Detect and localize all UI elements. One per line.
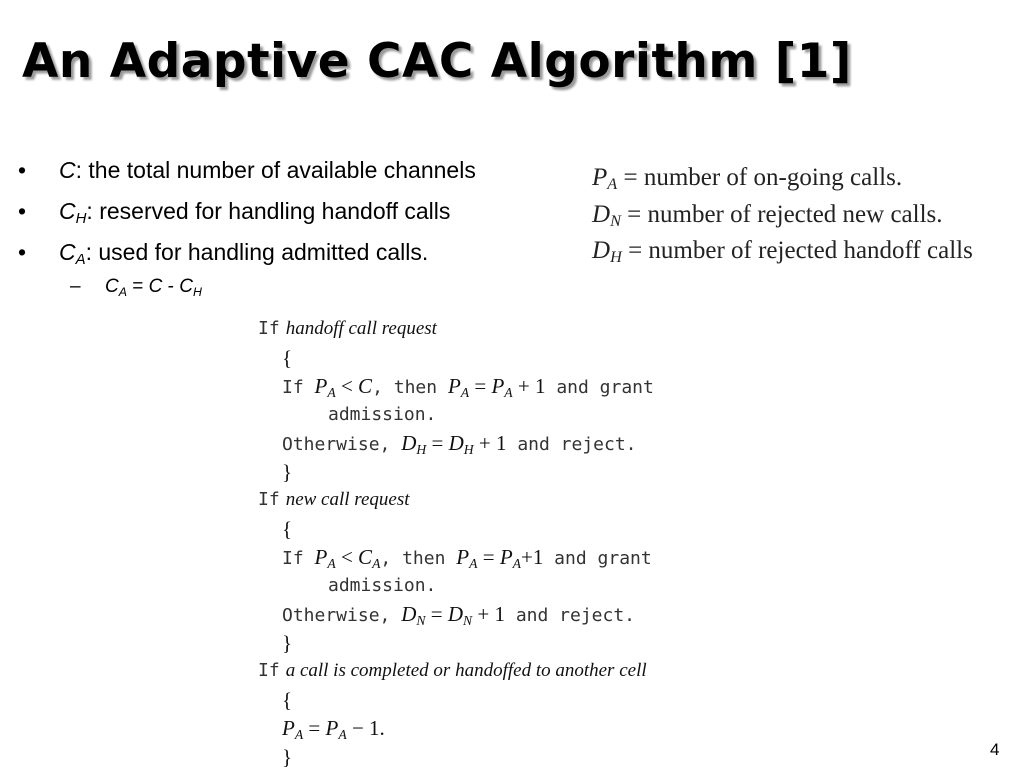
math-expression: $P_A = P_A - 1$.: [282, 716, 385, 742]
bullet-admitted-calls: [18, 232, 476, 273]
operator: -: [162, 276, 180, 297]
symbol: C: [59, 157, 76, 183]
keyword-and-reject: and reject.: [517, 434, 637, 455]
symbol: C: [59, 239, 76, 265]
symbol-subscript: A: [75, 251, 86, 268]
open-brace: {: [282, 687, 293, 712]
condition-text: new call request: [285, 489, 410, 510]
keyword-and-grant: and grant: [556, 377, 654, 398]
definition-pa: [592, 160, 973, 197]
bullet-reserved-handoff: [18, 191, 476, 232]
bullet-text: : reserved for handling handoff calls: [86, 198, 451, 224]
definition-text: = number of on-going calls.: [623, 164, 903, 191]
algo-line-otherwise: [258, 429, 654, 458]
keyword-if: If: [258, 489, 280, 510]
keyword-otherwise: Otherwise,: [282, 605, 391, 626]
algo-line-release: [258, 714, 654, 743]
algo-line-if-handoff: [258, 315, 654, 344]
math-expression: $P_A < C$: [314, 374, 373, 400]
close-brace: }: [282, 744, 293, 769]
algo-line-brace: [258, 458, 654, 487]
symbol: D: [592, 237, 611, 264]
keyword-if: If: [282, 548, 304, 569]
close-brace: }: [282, 630, 293, 655]
symbol: C: [105, 276, 119, 297]
slide-title: An Adaptive CAC Algorithm [1]: [22, 34, 852, 89]
algo-line-check: If $P_A < C$, then $P_A = P_A + 1$ and grant: [282, 374, 654, 400]
sub-bullet-formula: [18, 273, 476, 301]
math-expression: $P_A = P_A + 1$: [447, 374, 546, 400]
symbol: P: [592, 164, 608, 191]
open-brace: {: [282, 516, 293, 541]
algo-line-brace: [258, 629, 654, 658]
condition-text: handoff call request: [285, 318, 437, 339]
keyword-if: If: [258, 318, 280, 339]
symbol: C: [179, 276, 193, 297]
algo-line-check: If $P_A < C_A$, then $P_A = P_A+1$ and grant: [282, 545, 652, 571]
definition-dn: [592, 197, 973, 234]
math-expression: $P_A < C_A$: [314, 545, 381, 571]
algo-line-brace: [258, 344, 654, 373]
keyword-if: If: [258, 660, 280, 681]
keyword-otherwise: Otherwise,: [282, 434, 391, 455]
definition-text: = number of rejected new calls.: [627, 200, 943, 228]
close-brace: }: [282, 459, 293, 484]
open-brace: {: [282, 345, 293, 370]
symbol-subscript: A: [118, 285, 127, 299]
bullet-total-channels: [18, 150, 476, 191]
algo-line-admission: [258, 572, 654, 601]
algo-line-brace: [258, 515, 654, 544]
page-number: 4: [990, 740, 1000, 759]
math-expression: $D_H = D_H + 1$: [401, 431, 507, 457]
symbol: D: [592, 200, 611, 228]
keyword-then: then: [402, 548, 446, 569]
bullet-list: [18, 150, 476, 301]
symbol-subscript: H: [610, 248, 622, 266]
symbol: C: [59, 198, 76, 224]
math-expression: $D_N = D_N + 1$: [401, 602, 505, 628]
algo-line-brace: [258, 686, 654, 715]
bullet-dot: •: [18, 198, 27, 224]
definitions-list: [592, 160, 973, 270]
algo-line-brace: [258, 743, 654, 772]
algo-line-otherwise: [258, 600, 654, 629]
symbol-subscript: A: [607, 175, 618, 193]
algo-line-if-new: [258, 486, 654, 515]
symbol-subscript: H: [192, 285, 202, 299]
keyword-then: then: [393, 377, 438, 398]
symbol-subscript: N: [610, 211, 621, 230]
keyword-and-reject: and reject.: [515, 605, 636, 626]
keyword-and-grant: and grant: [554, 548, 652, 569]
keyword-admission: admission.: [328, 403, 437, 425]
algorithm-pseudocode: [258, 315, 654, 771]
algo-line-admission: [258, 401, 654, 430]
sub-bullet-dash: –: [70, 276, 81, 297]
bullet-text: : used for handling admitted calls.: [85, 239, 429, 265]
bullet-text: : the total number of available channels: [75, 157, 476, 183]
keyword-if: If: [282, 377, 304, 398]
symbol: C: [148, 276, 163, 297]
definition-dh: [592, 233, 973, 270]
condition-text: a call is completed or handoffed to another cell: [285, 660, 647, 681]
bullet-dot: •: [18, 239, 27, 265]
definition-text: = number of rejected handoff calls: [628, 237, 973, 264]
bullet-dot: •: [18, 157, 27, 183]
symbol-subscript: H: [75, 210, 87, 227]
keyword-admission: admission.: [328, 574, 437, 596]
math-expression: $P_A = P_A+1$: [456, 545, 544, 571]
algo-line-if-completed: [258, 657, 654, 686]
operator: =: [126, 276, 149, 297]
